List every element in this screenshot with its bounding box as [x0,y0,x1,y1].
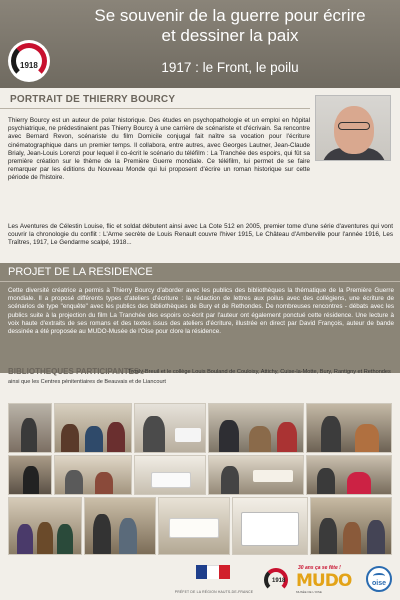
oise-logo [366,566,392,592]
mudo-tagline: 30 ans ça se fête ! [298,565,341,571]
workshop-photo-5 [306,403,392,453]
centenary-footer-logo [264,568,288,592]
workshop-photo-13 [158,497,230,555]
prefet-caption: PRÉFET DE LA RÉGION HAUTS-DE-FRANCE [174,590,254,594]
workshop-photo-11 [8,497,82,555]
bibliotheques-list-1: Trosly-Breuil et le collège Louis Bouland de Couloisy, Attichy, Cuise-la-Motte, Bury, Rantigny et Rethondes [128,369,391,375]
projet-divider [0,281,400,282]
workshop-photo-8 [134,455,206,495]
mudo-subtitle: MUSÉE DE L'OISE [296,590,322,594]
projet-section [0,263,400,373]
workshop-photo-14 [232,497,308,555]
mudo-name: MUDO [296,571,352,591]
author-portrait-photo [315,95,391,161]
page-subtitle: 1917 : le Front, le poilu [161,60,299,75]
header-banner [0,0,400,88]
workshop-photo-6 [8,455,52,495]
workshop-photo-10 [306,455,392,495]
projet-text: Cette diversité créatrice a permis à Thierry Bourcy d'aborder avec les publics des bibliothèques la thématique de la Première Guerre mondiale. Il a proposé différents types d'ateliers d'écriture : la rédaction de lettres aux poilus avec des collégiens, une écriture de scénarios de type "enquête" avec les publics des bibliothèques de Bury et de Rethondes. De nombreuses rencontres - débats avec les publics suite à la projection du film La Tranchée des espoirs co-écrit par l'auteur ont également ponctué cette résidence. Une lecture à voix haute d'extraits de ses romans et des textes issus des ateliers d'écriture, illustrée en direct par David François, auteur de bande dessinée a été proposée au MUDO-Musée de l'Oise pour clore la résidence. [8,287,394,336]
workshop-photo-12 [84,497,156,555]
workshop-photo-7 [54,455,132,495]
mudo-logo [296,565,356,595]
oise-wave-icon [373,573,385,579]
centenary-logo [8,40,50,82]
portrait-heading-bar [0,93,310,109]
projet-heading: PROJET DE LA RESIDENCE [8,266,153,278]
workshop-photo-15 [310,497,392,555]
centenary-logo-year: 1918 [20,61,38,70]
oise-name: oise [372,580,387,587]
author-books: Les Aventures de Célestin Louise, flic et soldat débutent ainsi avec La Cote 512 en 2005, premier tome d'une série d'aventures qui vont couvrir la chronologie du conflit : L'Arme secrète de Louis Renault couvre l'hiver 1915, Le Château d'Amberville pour l'année 1916, Les Traîtres, 1917, Le Gendarme scalpé, 1918... [8,223,393,247]
workshop-photo-3 [134,403,206,453]
page-title [60,6,400,46]
bibliotheques-list-2: ainsi que les Centres pénitentiaires de Beauvais et de Liancourt [8,379,166,385]
author-bio: Thierry Bourcy est un auteur de polar historique. Des études en psychopathologie et un emploi en hôpital psychiatrique, ne prédestinaient pas Thierry Bourcy à une carrière de scénariste et d'écrivain. Sa rencontre avec Bernard Revon, scénariste du film Domicile conjugal fait naître sa vocation pour l'écriture cinématographique dans un premier temps. Il collabora, entre autres, avec Georges Lautner, Jean-Claude Brialy, Jean-Louis Lorenzi pour lequel il co-écrit le scénario du téléfilm : La Tranchée des espoirs, qui fût sa première création sur le thème de la Première Guerre mondiale. Ce téléfilm, lui permet de se faire remarquer par les éditions du Nouveau Monde qui lui proposent d'écrire un roman historique sur cette période de l'histoire. [8,117,310,182]
workshop-photo-1 [8,403,52,453]
centenary-footer-year: 1918 [272,578,286,584]
glasses-icon [338,122,370,130]
portrait-head [334,106,374,154]
workshop-photo-4 [208,403,304,453]
title-line-1: Se souvenir de la guerre pour écrire [94,6,366,25]
republique-francaise-logo [196,565,230,587]
title-line-2: et dessiner la paix [161,26,299,45]
workshop-photo-9 [208,455,304,495]
bibliotheques-heading: BIBLIOTHEQUES PARTICIPANTES : [8,367,145,376]
portrait-heading: PORTRAIT DE THIERRY BOURCY [10,94,176,105]
workshop-photo-2 [54,403,132,453]
